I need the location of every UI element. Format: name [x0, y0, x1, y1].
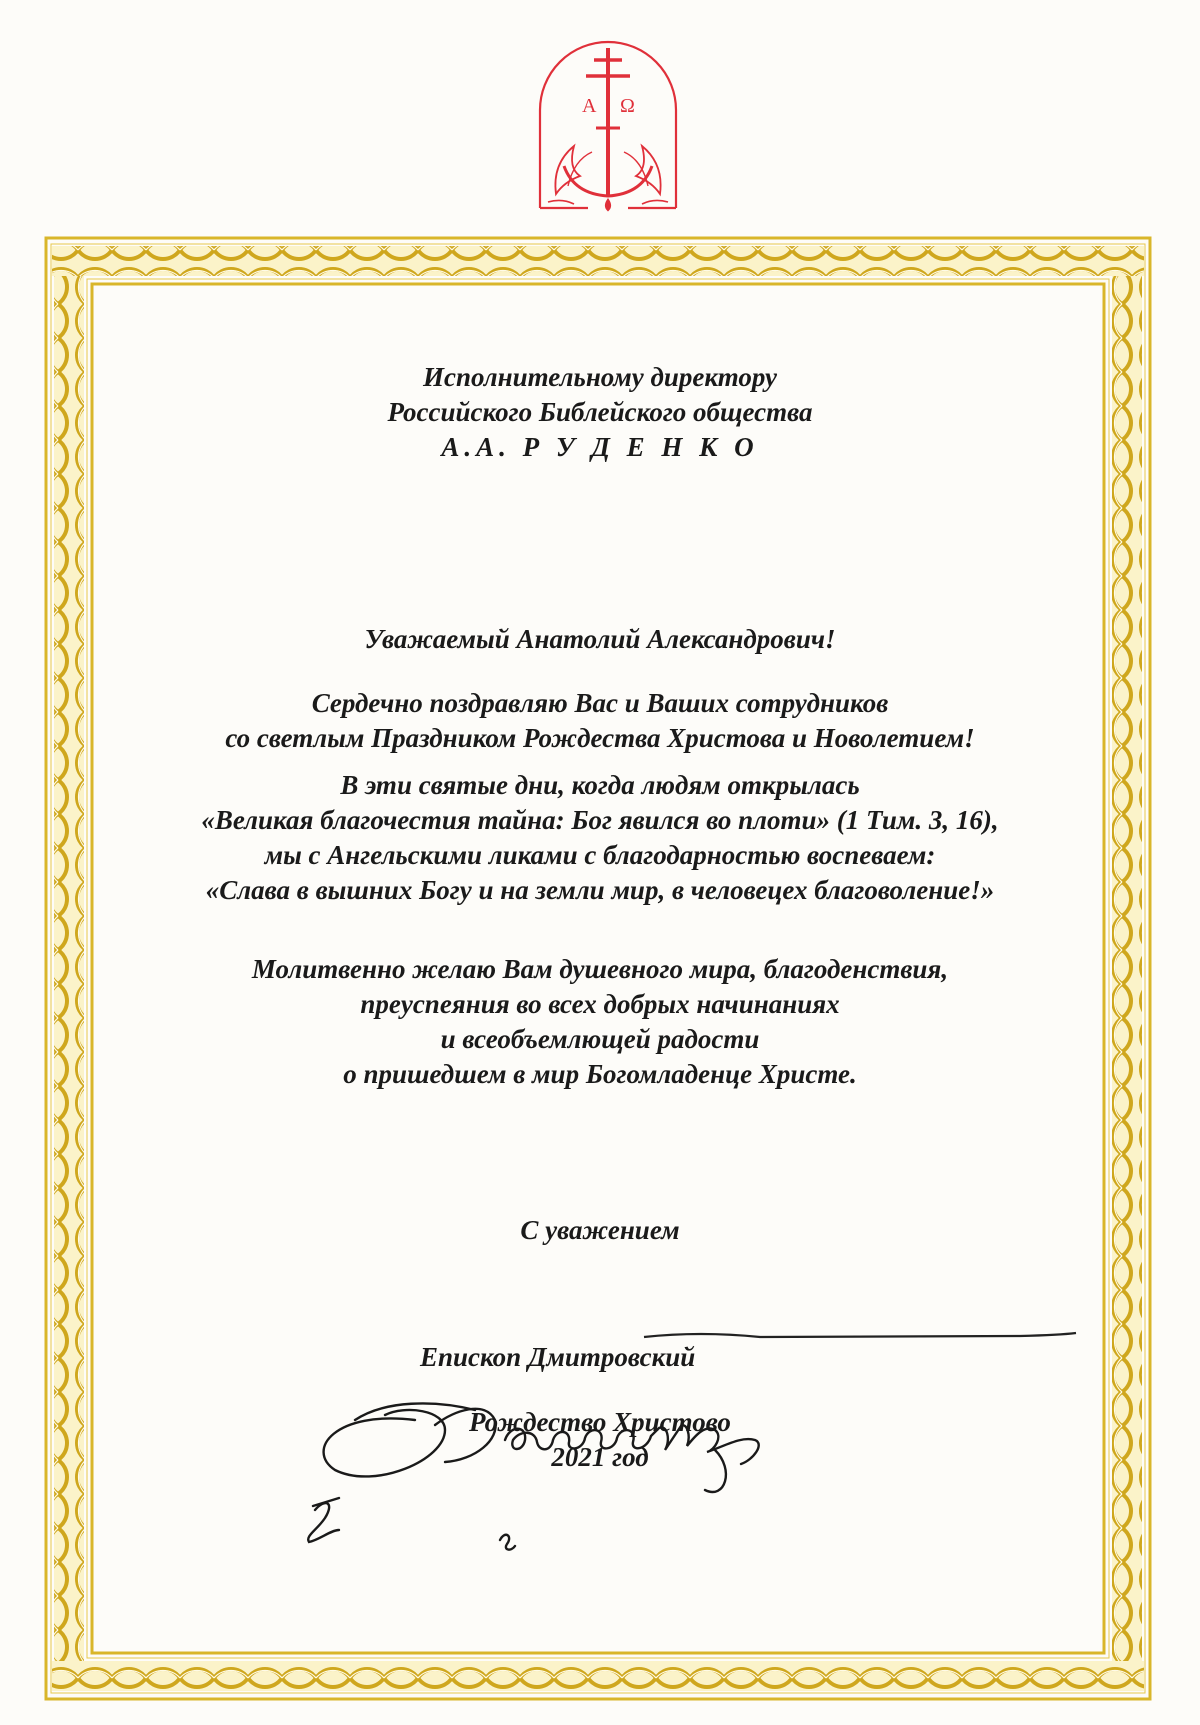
- paragraph-wishes: [110, 952, 1090, 1092]
- closing-phrase: С уважением: [520, 1215, 680, 1245]
- text-line: Сердечно поздравляю Вас и Ваших сотрудников: [311, 688, 889, 718]
- paragraph-congratulation: [110, 686, 1090, 756]
- date-block: [110, 1405, 1090, 1475]
- text-line: В эти святые дни, когда людям открылась: [340, 770, 860, 800]
- signatory-title: Епископ Дмитровский: [420, 1342, 696, 1372]
- cross-alpha-omega-emblem-icon: [534, 36, 682, 212]
- addressee-line: Российского Библейского общества: [387, 397, 813, 427]
- svg-text:А: А: [582, 95, 597, 117]
- text-line: преуспеяния во всех добрых начинаниях: [360, 989, 840, 1019]
- text-line: о пришедшем в мир Богомладенце Христе.: [343, 1059, 857, 1089]
- text-line: Молитвенно желаю Вам душевного мира, благоденствия,: [251, 954, 949, 984]
- svg-text:Ω: Ω: [620, 95, 635, 117]
- date-year: 2021 год: [551, 1442, 649, 1472]
- greeting: Уважаемый Анатолий Александрович!: [364, 624, 836, 654]
- text-line: «Слава в вышних Богу и на земли мир, в человецех благоволение!»: [205, 875, 995, 905]
- addressee-line: Исполнительному директору: [422, 362, 778, 392]
- paragraph-scripture: [110, 768, 1090, 908]
- text-line: «Великая благочестия тайна: Бог явился во плоти» (1 Тим. 3, 16),: [201, 805, 999, 835]
- text-line: мы с Ангельскими ликами с благодарностью воспеваем:: [264, 840, 936, 870]
- signature-stroke-line: [640, 1325, 1080, 1345]
- letter-body: [110, 300, 1090, 1640]
- text-line: и всеобъемлющей радости: [440, 1024, 760, 1054]
- addressee-name: А.А. Р У Д Е Н К О: [441, 432, 759, 462]
- text-line: со светлым Праздником Рождества Христова и Новолетием!: [225, 723, 975, 753]
- addressee-block: [110, 360, 1090, 465]
- date-line: Рождество Христово: [469, 1407, 731, 1437]
